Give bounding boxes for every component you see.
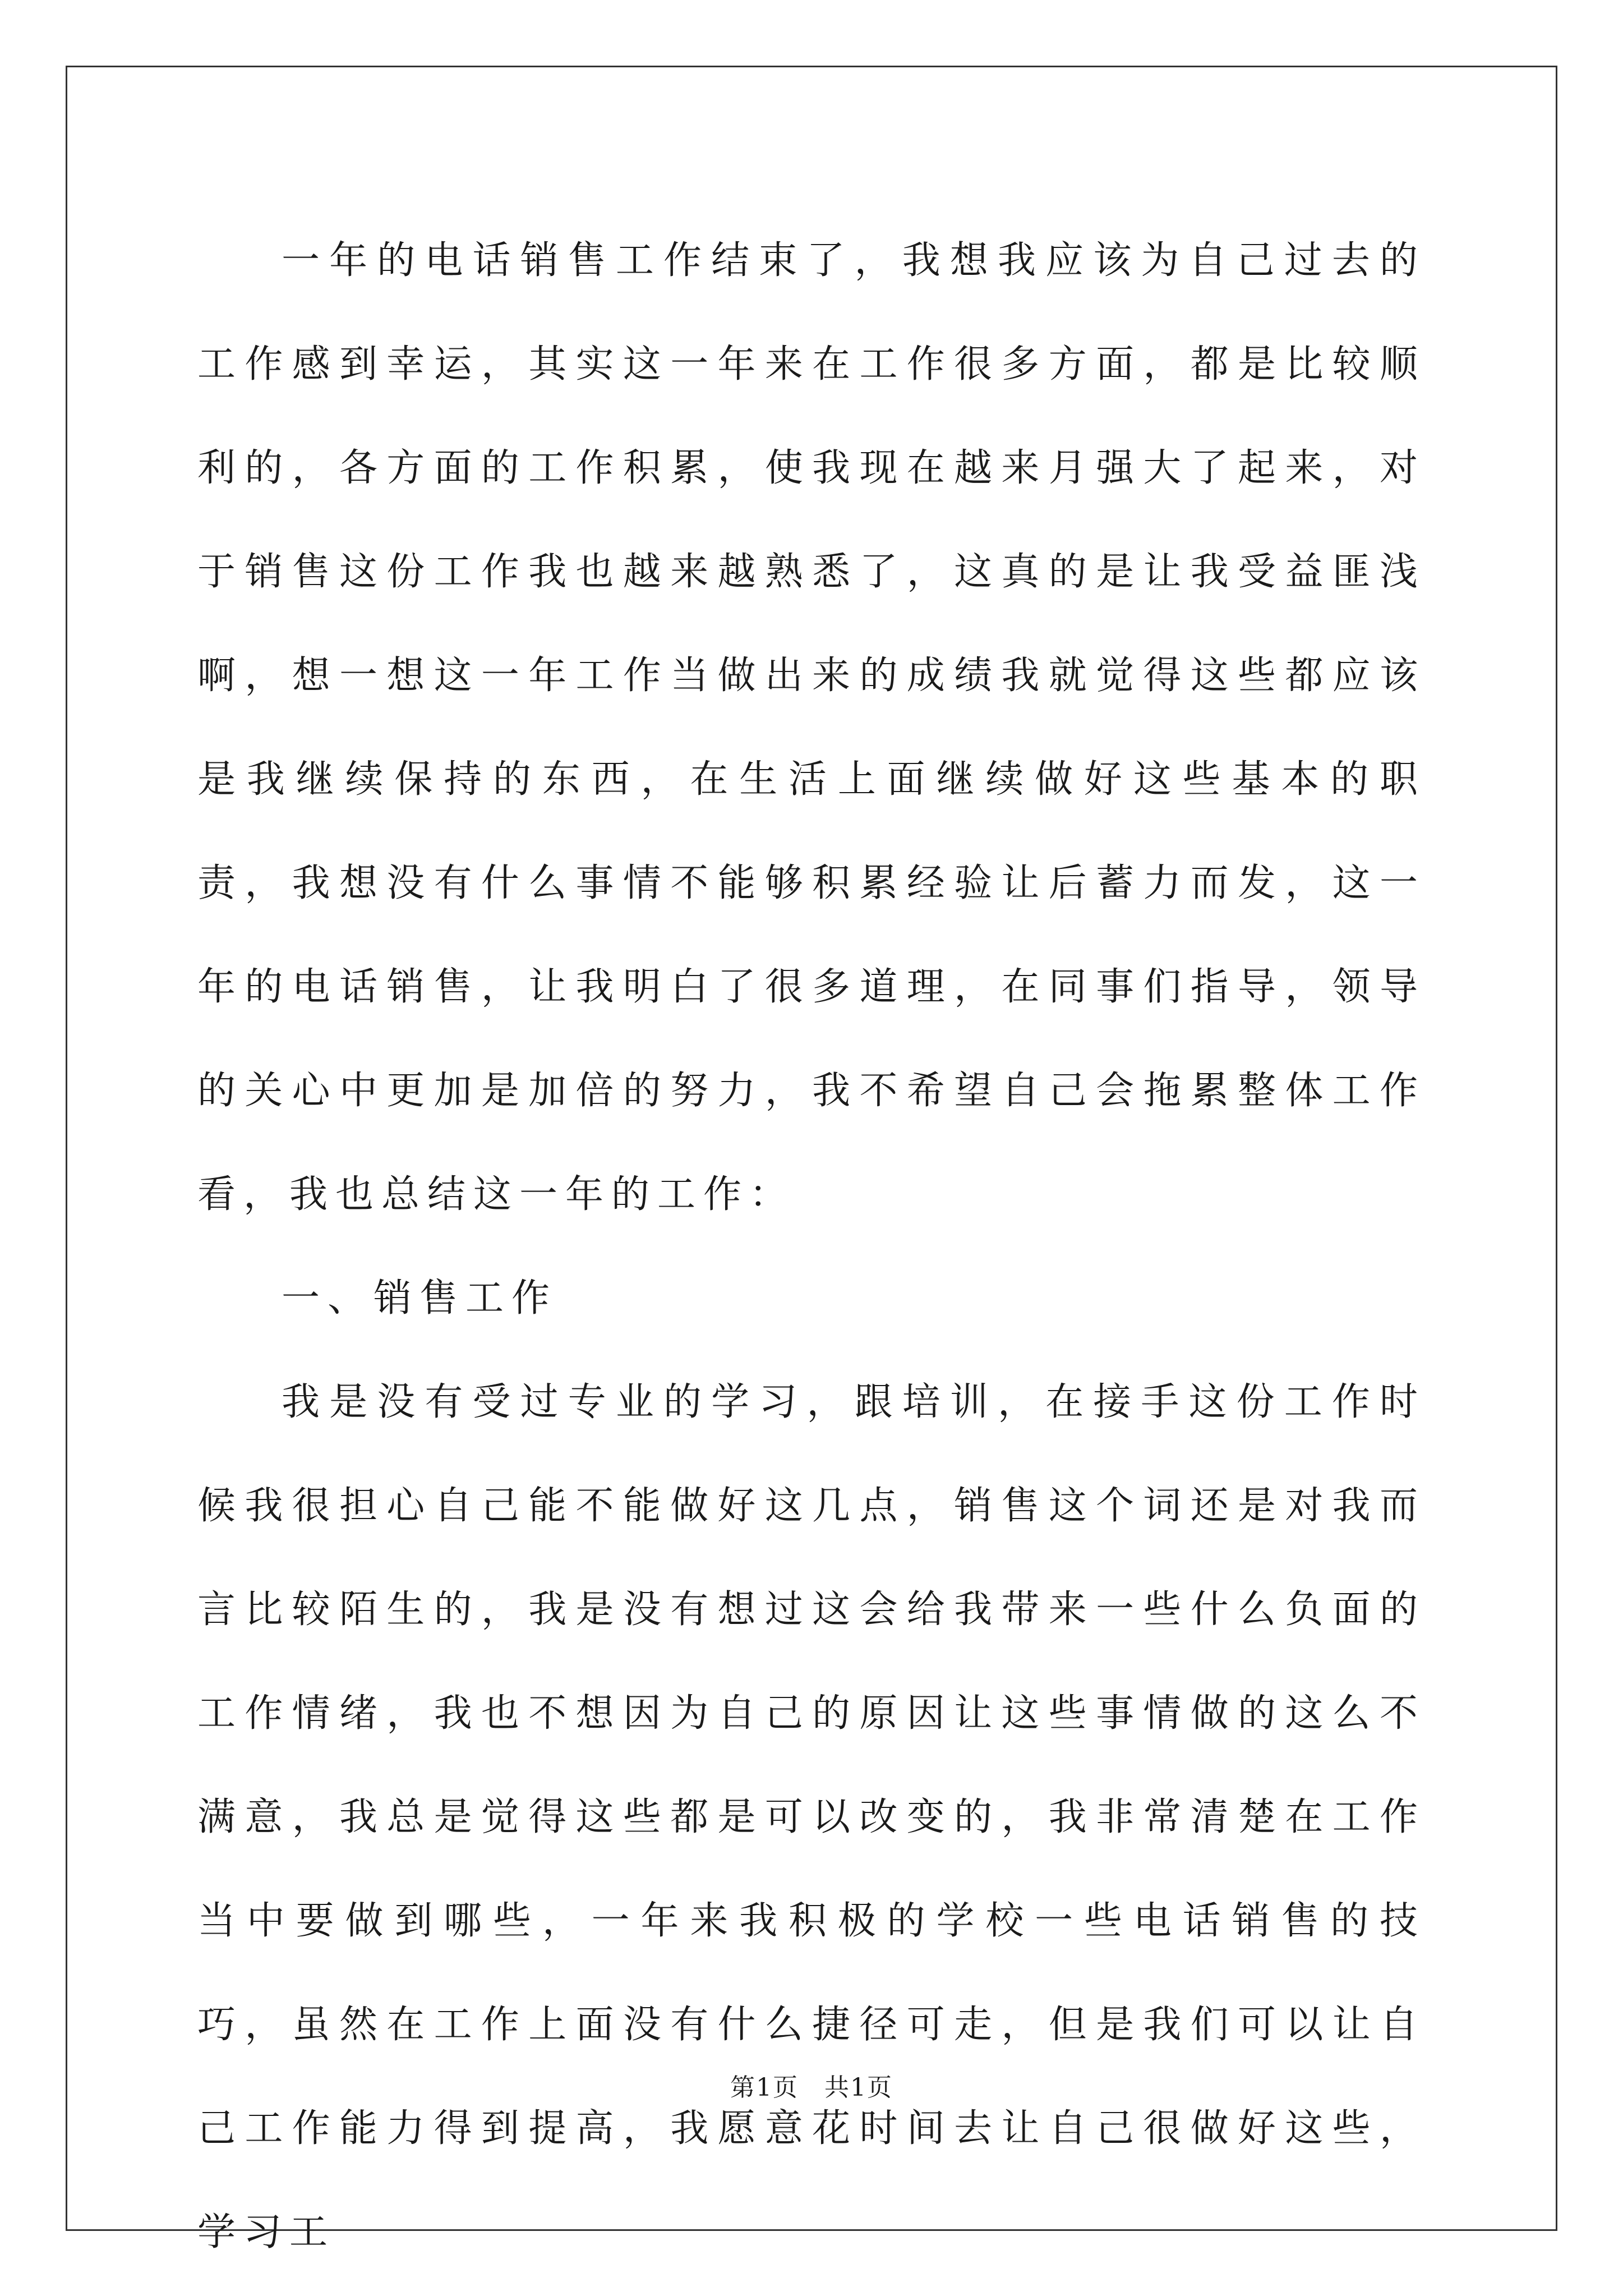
page-footer bbox=[0, 2067, 1623, 2103]
document-body bbox=[197, 209, 1426, 2284]
paragraph-intro: 一年的电话销售工作结束了，我想我应该为自己过去的工作感到幸运，其实这一年来在工作很多方面，都是比较顺利的，各方面的工作积累，使我现在越来月强大了起来，对于销售这份工作我也越来越熟悉了，这真的是让我受益匪浅啊，想一想这一年工作当做出来的成绩我就觉得这些都应该是我继续保持的东西，在生活上面继续做好这些基本的职责，我想没有什么事情不能够积累经验让后蓄力而发，这一年的电话销售，让我明白了很多道理，在同事们指导，领导的关心中更加是加倍的努力，我不希望自己会拖累整体工作看，我也总结这一年的工作： bbox=[197, 238, 1426, 1217]
page-total: 共1页 bbox=[824, 2073, 893, 2102]
page-number: 第1页 bbox=[730, 2073, 799, 2102]
section-heading-sales-work: 一、销售工作 bbox=[282, 1276, 558, 1320]
paragraph-sales-work: 我是没有受过专业的学习，跟培训，在接手这份工作时候我很担心自己能不能做好这几点，销售这个词还是对我而言比较陌生的，我是没有想过这会给我带来一些什么负面的工作情绪，我也不想因为自己的原因让这些事情做的这么不满意，我总是觉得这些都是可以改变的，我非常清楚在工作当中要做到哪些，一年来我积极的学校一些电话销售的技巧，虽然在工作上面没有什么捷径可走，但是我们可以让自己工作能力得到提高，我愿意花时间去让自己很做好这些，学习工 bbox=[197, 1380, 1426, 2254]
